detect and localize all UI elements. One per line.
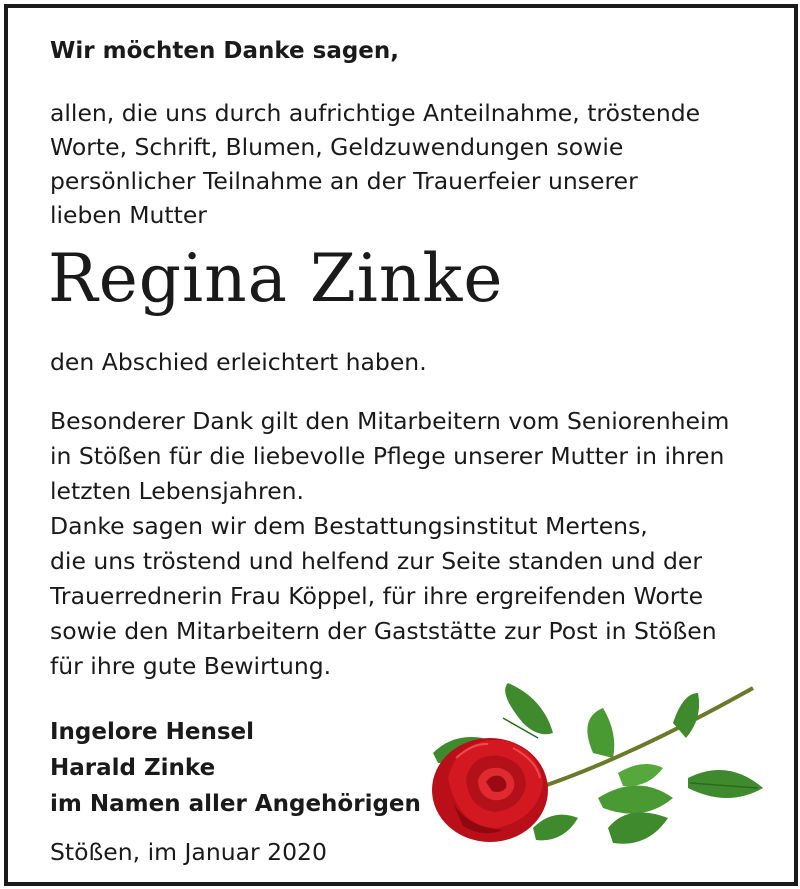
after-name-text: den Abschied erleichtert haben. (50, 348, 427, 376)
intro-text: allen, die uns durch aufrichtige Anteilnahme, tröstende Worte, Schrift, Blumen, Geldzuwendungen sowie persönlicher Teilnahme an der Trauerfeier unserer lieben Mutter (50, 99, 701, 229)
place-date: Stößen, im Januar 2020 (50, 838, 327, 866)
thanks-text: Besonderer Dank gilt den Mitarbeitern vom Seniorenheim in Stößen für die liebevolle Pflege unserer Mutter in ihren letzten Lebensjahren. Danke sagen wir dem Bestattungsinstitut Mertens, die uns tröstend und helfend zur Seite standen und der Trauerrednerin Frau Köppel, für ihre ergreifenden Worte sowie den Mitarbeitern der Gaststätte zur Post in Stößen für ihre gute Bewirtung. (50, 407, 730, 680)
signature-line: im Namen aller Angehörigen (50, 791, 421, 817)
signature-line: Harald Zinke (50, 755, 216, 781)
notice-frame (4, 4, 798, 886)
red-rose-icon (428, 678, 773, 858)
signatures (50, 714, 421, 822)
signature-line: Ingelore Hensel (50, 719, 255, 745)
deceased-name: Regina Zinke (48, 240, 504, 317)
notice-heading: Wir möchten Danke sagen, (50, 38, 400, 64)
